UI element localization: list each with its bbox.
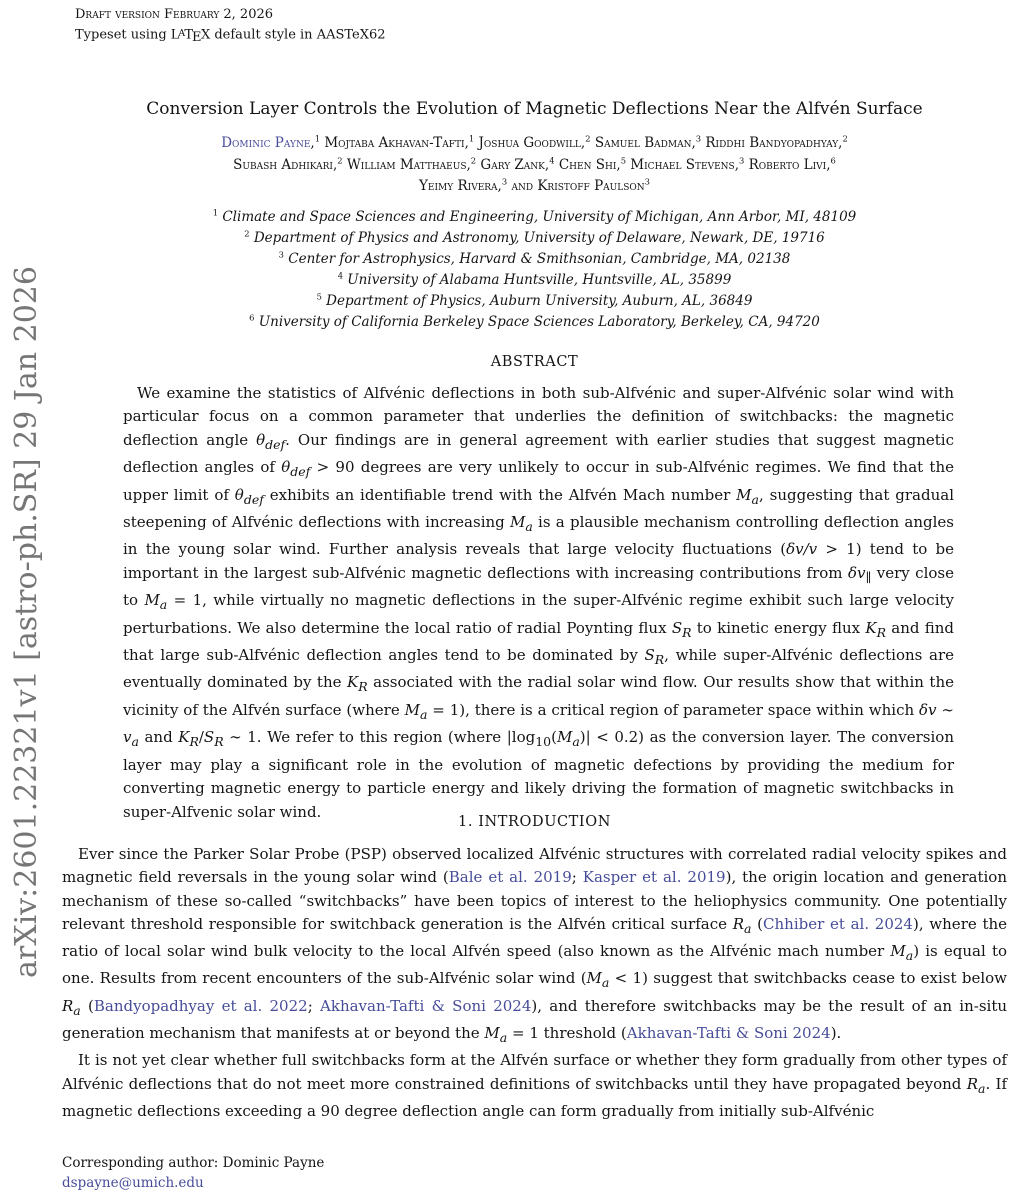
citation-akhavan-tafti-soni-2024[interactable]: Akhavan-Tafti & Soni 2024 (320, 996, 532, 1015)
author-line-3: Yeimy Rivera,$^3$ and Kristoff Paulson$^3$ (419, 176, 650, 194)
corresponding-author-label: Corresponding author: Dominic Payne (62, 1155, 325, 1171)
author-list (52, 133, 1009, 198)
citation-kasper-2019[interactable]: Kasper et al. 2019 (582, 868, 726, 887)
section-heading-introduction: 1. INTRODUCTION (458, 814, 611, 830)
abstract-text: We examine the statistics of Alfvénic deflections in both sub-Alfvénic and super-Alfvénic solar wind with particular focus on a common parameter that underlies the definition of switchbacks: the magnetic deflection angle $\theta_{def}$. Our findings are in general agreement with earlier studies that suggest magnetic deflection angles of $\theta_{def} > 90$ degrees are very unlikely to occur in sub-Alfvénic regimes. We find that the upper limit of $\theta_{def}$ exhibits an identifiable trend with the Alfvén Mach number $M_a$, suggesting that gradual steepening of Alfvénic deflections with increasing $M_a$ is a plausible mechanism controlling deflection angles in the young solar wind. Further analysis reveals that large velocity fluctuations (δv/v > 1) tend to be important in the largest sub-Alfvénic magnetic deflections with increasing contributions from $\delta v_\parallel$ very close to $M_a = 1$, while virtually no magnetic deflections in the super-Alfvénic regime exhibit such large velocity perturbations. We also determine the local ratio of radial Poynting flux $S_R$ to kinetic energy flux $K_R$ and find that large sub-Alfvénic deflection angles tend to be dominated by $S_R$, while super-Alfvénic deflections are eventually dominated by the $K_R$ associated with the radial solar wind flow. Our results show that within the vicinity of the Alfvén surface (where $M_a = 1$), there is a critical region of parameter space within which δv ∼ $v_a$ and $K_R/S_R$ ∼ 1. We refer to this region (where $|\log_{10}(M_a)| < 0.2$) as the conversion layer. The conversion layer may play a significant role in the evolution of magnetic defections by providing the medium for converting magnetic energy to particle energy and likely driving the formation of magnetic switchbacks in super-Alfvenic solar wind. (123, 384, 955, 821)
affiliation-6: $^6$ University of California Berkeley Space Sciences Laboratory, Berkeley, CA, 94720 (249, 312, 820, 330)
introduction-body (62, 843, 1007, 1123)
draft-header (75, 5, 386, 47)
affiliation-5: $^5$ Department of Physics, Auburn University, Auburn, AL, 36849 (316, 291, 753, 309)
citation-akhavan-tafti-soni-2024b[interactable]: Akhavan-Tafti & Soni 2024 (626, 1024, 831, 1043)
corresponding-author-email[interactable]: dspayne@umich.edu (62, 1175, 204, 1191)
arxiv-watermark: arXiv:2601.22321v1 [astro-ph.SR] 29 Jan 2026 (9, 266, 44, 978)
citation-chhiber-2024[interactable]: Chhiber et al. 2024 (763, 914, 913, 933)
intro-paragraph-1: Ever since the Parker Solar Probe (PSP) observed localized Alfvénic structures with correlated radial velocity spikes and magnetic field reversals in the young solar wind (Bale et al. 2019; Kasper et al. 2019), the origin location and generation mechanism of these so-called “switchbacks” have been topics of interest to the heliophysics community. One potentially relevant threshold responsible for switchback generation is the Alfvén critical surface $R_a$ (Chhiber et al. 2024), where the ratio of local solar wind bulk velocity to the local Alfvén speed (also known as the Alfvénic mach number $M_a$) is equal to one. Results from recent encounters of the sub-Alfvénic solar wind $(M_a < 1)$ suggest that switchbacks cease to exist below $R_a$ (Bandyopadhyay et al. 2022; Akhavan-Tafti & Soni 2024), and therefore switchbacks may be the result of an in-situ generation mechanism that manifests at or beyond the $M_a = 1$ threshold (Akhavan-Tafti & Soni 2024). (62, 845, 1008, 1046)
affiliation-3: $^3$ Center for Astrophysics, Harvard & Smithsonian, Cambridge, MA, 02138 (278, 249, 791, 267)
corresponding-author-block (62, 1153, 324, 1193)
author-line-1: Dominic Payne,$^1$ Mojtaba Akhavan-Tafti,$^1$ Joshua Goodwill,$^2$ Samuel Badman,$^3$ Riddhi Bandyopadhyay,$^2$ (221, 133, 848, 151)
author-link-dominic-payne[interactable]: Dominic Payne (221, 135, 311, 151)
typeset-style-line: Typeset using $L^ATEX$ default style in AASTeX62 (75, 27, 386, 46)
citation-bale-2019[interactable]: Bale et al. 2019 (448, 868, 572, 887)
affiliation-4: $^4$ University of Alabama Huntsville, Huntsville, AL, 35899 (337, 270, 732, 288)
draft-version-line: Draft version February 2, 2026 (75, 7, 274, 22)
affiliation-2: $^2$ Department of Physics and Astronomy, University of Delaware, Newark, DE, 19716 (244, 228, 825, 246)
affiliation-list (62, 207, 1007, 333)
paper-title: Conversion Layer Controls the Evolution of Magnetic Deflections Near the Alfvén Surface (146, 99, 923, 119)
author-line-2: Subash Adhikari,$^2$ William Matthaeus,$^2$ Gary Zank,$^4$ Chen Shi,$^5$ Michael Stevens,$^3$ Roberto Livi,$^6$ (233, 155, 836, 173)
abstract-heading: ABSTRACT (490, 354, 579, 370)
intro-paragraph-2: It is not yet clear whether full switchbacks form at the Alfvén surface or whether they form gradually from other types of Alfvénic deflections that do not meet more constrained definitions of switchbacks until they have propagated beyond $R_a$. If magnetic deflections exceeding a 90 degree deflection angle can form gradually from initially sub-Alfvénic (62, 1051, 1008, 1120)
citation-bandyopadhyay-2022[interactable]: Bandyopadhyay et al. 2022 (93, 996, 308, 1015)
affiliation-1: $^1$ Climate and Space Sciences and Engineering, University of Michigan, Ann Arbor, MI, 48109 (212, 207, 857, 225)
